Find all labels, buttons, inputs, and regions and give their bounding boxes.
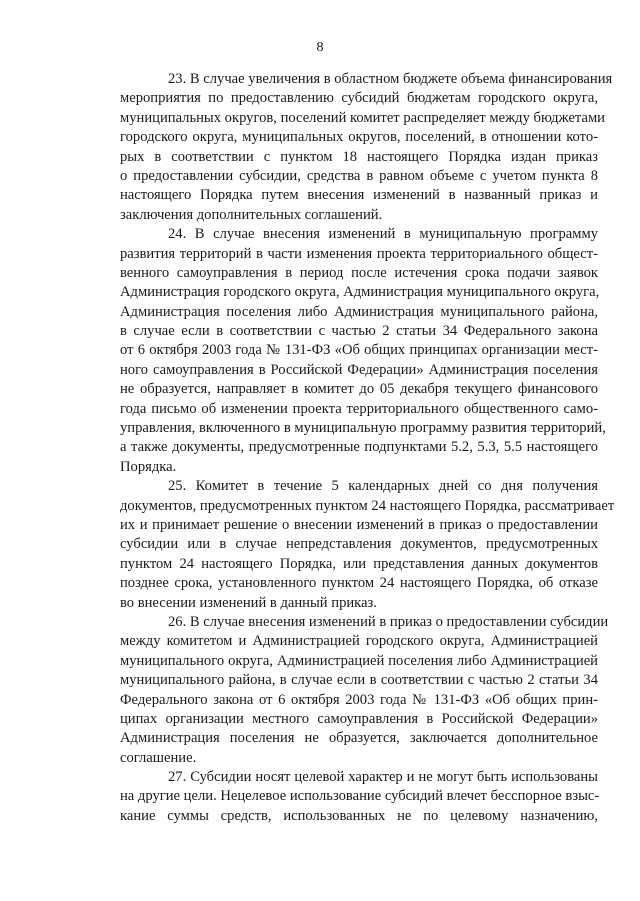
text-line: 26. В случае внесения изменений в приказ о предоставлении субсидии <box>168 613 609 630</box>
text-line: во внесении изменений в данный приказ. <box>120 594 377 611</box>
page-number: 8 <box>316 40 324 55</box>
text-line: Федерального закона от 6 октября 2003 года № 131-ФЗ «Об общих прин- <box>120 691 598 708</box>
paragraph <box>120 70 613 225</box>
text-line: Администрация поселения либо Администрация муниципального района, <box>120 303 598 320</box>
text-line: муниципальных округов, поселений комитет распределяет между бюджетами <box>120 109 605 126</box>
text-line: позднее срока, установленного пунктом 24 настоящего Порядка, об отказе <box>120 575 598 592</box>
text-line: соглашение. <box>120 749 197 766</box>
text-line: пунктом 24 настоящего Порядка, или представления данных документов <box>120 555 598 572</box>
paragraph <box>120 225 606 477</box>
text-line: муниципального района, в случае если в соответствии с частью 2 статьи 34 <box>120 672 598 689</box>
paragraph <box>120 613 609 768</box>
text-line: между комитетом и Администрацией городского округа, Администрацией <box>120 633 598 650</box>
text-line: в случае если в соответствии с частью 2 статьи 34 Федерального закона <box>120 323 598 340</box>
text-line: рых в соответствии с пунктом 18 настоящего Порядка издан приказ <box>120 148 598 165</box>
text-line: от 6 октября 2003 года № 131-ФЗ «Об общих принципах организации мест- <box>120 342 598 359</box>
text-line: ного самоуправления в Российской Федерации» Администрация поселения <box>120 361 598 378</box>
text-line: документов, предусмотренных пунктом 24 настоящего Порядка, рассматривает <box>120 497 615 514</box>
text-line: Администрация городского округа, Администрация муниципального округа, <box>120 284 600 301</box>
text-line: управления, включенного в муниципальную программу развития территорий, <box>120 420 606 437</box>
text-line: развития территорий в части изменения проекта территориального общест- <box>120 245 598 262</box>
text-line: Порядка. <box>120 458 177 475</box>
text-line: 25. Комитет в течение 5 календарных дней со дня получения <box>168 478 598 495</box>
text-line: настоящего Порядка путем внесения изменений в названный приказ и <box>120 187 598 204</box>
text-line: 24. В случае внесения изменений в муниципальную программу <box>168 226 598 243</box>
text-line: о предоставлении субсидии, средства в равном объеме с учетом пункта 8 <box>120 167 598 184</box>
text-line: их и принимает решение о внесении изменений в приказ о предоставлении <box>120 516 598 533</box>
text-line: заключения дополнительных соглашений. <box>120 206 383 223</box>
text-line: 23. В случае увеличения в областном бюджете объема финансирования <box>168 71 613 87</box>
text-line: на другие цели. Нецелевое использование субсидий влечет бесспорное взыс- <box>120 788 600 805</box>
text-line: не образуется, направляет в комитет до 05 декабря текущего финансового <box>120 381 598 398</box>
paragraph <box>120 477 615 613</box>
text-line: 27. Субсидии носят целевой характер и не могут быть использованы <box>168 769 598 786</box>
text-line: муниципального округа, Администрацией поселения либо Администрацией <box>120 652 598 669</box>
text-line: Администрация поселения не образуется, заключается дополнительное <box>120 730 598 747</box>
text-line: а также документы, предусмотренные подпунктами 5.2, 5.3, 5.5 настоящего <box>120 439 598 456</box>
paragraph <box>120 768 598 826</box>
document-body <box>120 70 615 826</box>
text-line: субсидии или в случае непредставления документов, предусмотренных <box>120 536 598 553</box>
text-line: мероприятия по предоставлению субсидий бюджетам городского округа, <box>120 90 598 107</box>
text-line: ципах организации местного самоуправления в Российской Федерации» <box>120 710 598 727</box>
text-line: года письмо об изменении проекта территориального общественного само- <box>120 400 598 417</box>
text-line: венного самоуправления в период после истечения срока подачи заявок <box>120 264 598 281</box>
text-line: кание суммы средств, использованных не по целевому назначению, <box>120 807 598 824</box>
text-line: городского округа, муниципальных округов, поселений, в отношении кото- <box>120 129 598 146</box>
